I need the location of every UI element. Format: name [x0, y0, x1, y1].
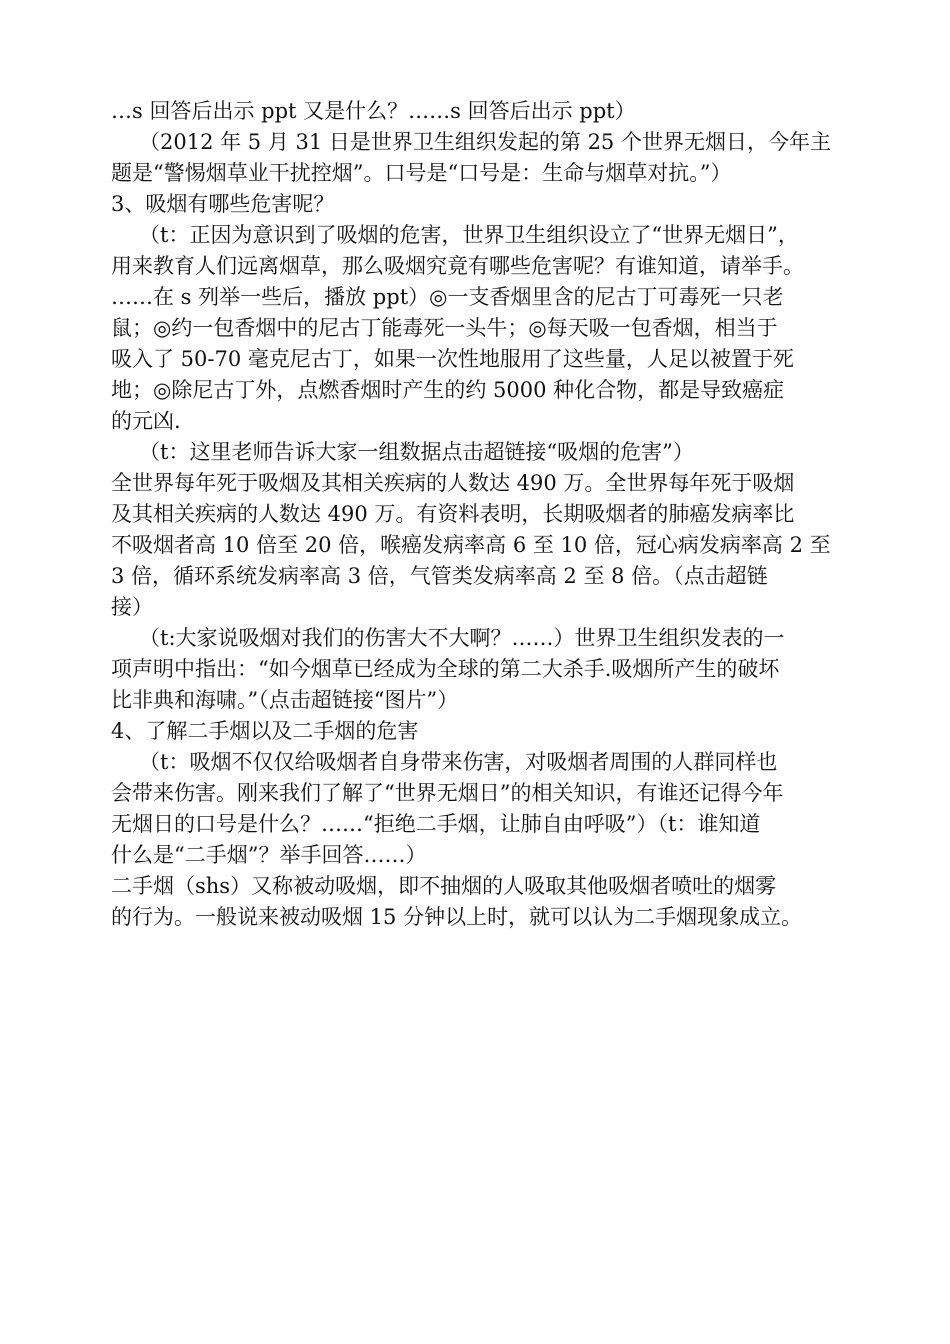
text-line: 无烟日的口号是什么？……“拒绝二手烟，让肺自由呼吸”）（t：谁知道 — [111, 812, 761, 836]
text-line: 不吸烟者高 10 倍至 20 倍，喉癌发病率高 6 至 10 倍，冠心病发病率高 2 至 — [111, 533, 831, 557]
text-line: 二手烟（shs）又称被动吸烟，即不抽烟的人吸取其他吸烟者喷吐的烟雾 — [111, 874, 777, 898]
text-line: （t:大家说吸烟对我们的伤害大不大啊？……）世界卫生组织发表的一 — [139, 626, 785, 650]
text-line: 接） — [111, 595, 153, 619]
text-line: （t：这里老师告诉大家一组数据点击超链接“吸烟的危害”） — [139, 440, 694, 464]
text-line: …s 回答后出示 ppt 又是什么？……s 回答后出示 ppt） — [111, 99, 636, 123]
text-line: 项声明中指出：“如今烟草已经成为全球的第二大杀手.吸烟所产生的破坏 — [111, 657, 780, 681]
text-line: （t：吸烟不仅仅给吸烟者自身带来伤害，对吸烟者周围的人群同样也 — [139, 750, 778, 774]
text-line: 题是“警惕烟草业干扰控烟”。口号是“口号是：生命与烟草对抗。”） — [111, 161, 732, 185]
text-line: 吸入了 50-70 毫克尼古丁，如果一次性地服用了这些量，人足以被置于死 — [111, 347, 794, 371]
text-line: 鼠；◎约一包香烟中的尼古丁能毒死一头牛；◎每天吸一包香烟，相当于 — [111, 316, 778, 340]
text-line: 地；◎除尼古丁外，点燃香烟时产生的约 5000 种化合物，都是导致癌症 — [111, 378, 785, 402]
text-line: 的行为。一般说来被动吸烟 15 分钟以上时，就可以认为二手烟现象成立。 — [111, 905, 803, 929]
text-line: 3 倍，循环系统发病率高 3 倍，气管类发病率高 2 至 8 倍。（点击超链 — [111, 564, 768, 588]
text-line: 全世界每年死于吸烟及其相关疾病的人数达 490 万。全世界每年死于吸烟 — [111, 471, 795, 495]
text-line: （t：正因为意识到了吸烟的危害，世界卫生组织设立了“世界无烟日”， — [139, 223, 799, 247]
section-heading: 4、了解二手烟以及二手烟的危害 — [111, 719, 419, 743]
text-line: 比非典和海啸。”（点击超链接“图片”） — [111, 688, 459, 712]
section-heading: 3、吸烟有哪些危害呢？ — [111, 192, 335, 216]
text-line: 的元凶. — [111, 409, 181, 433]
text-line: 什么是“二手烟”？举手回答……） — [111, 843, 427, 867]
text-line: 会带来伤害。刚来我们了解了“世界无烟日”的相关知识，有谁还记得今年 — [111, 781, 784, 805]
text-line: ……在 s 列举一些后，播放 ppt）◎一支香烟里含的尼古丁可毒死一只老 — [111, 285, 784, 309]
text-line: 及其相关疾病的人数达 490 万。有资料表明，长期吸烟者的肺癌发病率比 — [111, 502, 795, 526]
text-line: （2012 年 5 月 31 日是世界卫生组织发起的第 25 个世界无烟日，今年主 — [139, 130, 831, 154]
text-line: 用来教育人们远离烟草，那么吸烟究竟有哪些危害呢？有谁知道，请举手。 — [111, 254, 804, 278]
document-body — [111, 96, 871, 933]
